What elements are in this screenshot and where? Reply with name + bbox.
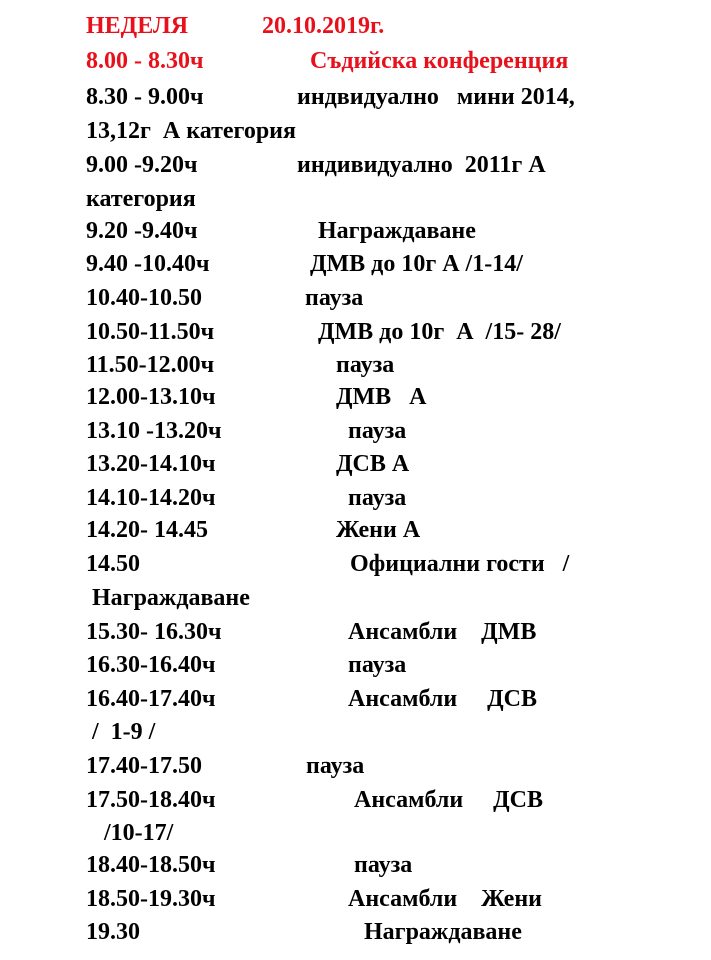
row-event: пауза — [305, 285, 364, 311]
row-time: 18.50-19.30ч — [86, 886, 216, 912]
row-time: 17.50-18.40ч — [86, 787, 216, 813]
row-event: Награждаване — [318, 218, 476, 244]
header-day: НЕДЕЛЯ — [86, 13, 189, 39]
row-event: Официални гости / — [350, 551, 570, 577]
header-time: 8.00 - 8.30ч — [86, 48, 204, 74]
row-event: пауза — [348, 418, 407, 444]
row-time: 10.50-11.50ч — [86, 319, 215, 345]
header-date: 20.10.2019г. — [262, 13, 385, 39]
row-event-continuation: категория — [86, 186, 196, 212]
row-time: 12.00-13.10ч — [86, 384, 216, 410]
row-event: ДСВ А — [336, 451, 410, 477]
row-event-continuation: 13,12г А категория — [86, 118, 296, 144]
row-time: 16.30-16.40ч — [86, 652, 216, 678]
row-time: 13.20-14.10ч — [86, 451, 216, 477]
row-time: 9.20 -9.40ч — [86, 218, 198, 244]
row-time: 15.30- 16.30ч — [86, 619, 222, 645]
row-event: ДМВ А — [336, 384, 427, 410]
row-event: Награждаване — [364, 919, 522, 945]
row-event-continuation: / 1-9 / — [92, 719, 156, 745]
row-time: 14.20- 14.45 — [86, 517, 208, 543]
row-time: 10.40-10.50 — [86, 285, 202, 311]
row-event: ДМВ до 10г А /1-14/ — [310, 251, 523, 277]
row-time: 19.30 — [86, 919, 140, 945]
row-event: пауза — [336, 352, 395, 378]
row-event: Ансамбли ДМВ — [348, 619, 537, 645]
row-time: 8.30 - 9.00ч — [86, 84, 204, 110]
row-event: пауза — [306, 753, 365, 779]
row-event: индивидуално 2011г А — [297, 152, 546, 178]
row-event: индвидуално мини 2014, — [297, 84, 575, 110]
row-event: ДМВ до 10г А /15- 28/ — [318, 319, 561, 345]
row-time: 17.40-17.50 — [86, 753, 202, 779]
row-event: Ансамбли ДСВ — [348, 686, 537, 712]
row-time: 14.50 — [86, 551, 140, 577]
row-time: 14.10-14.20ч — [86, 485, 216, 511]
header-event: Съдийска конференция — [310, 48, 569, 74]
row-time: 11.50-12.00ч — [86, 352, 215, 378]
row-time: 16.40-17.40ч — [86, 686, 216, 712]
row-time: 9.00 -9.20ч — [86, 152, 198, 178]
row-event: пауза — [348, 652, 407, 678]
row-event: Ансамбли Жени — [348, 886, 542, 912]
row-event-continuation: Награждаване — [92, 585, 250, 611]
row-time: 9.40 -10.40ч — [86, 251, 210, 277]
row-event: Ансамбли ДСВ — [354, 787, 543, 813]
row-time: 18.40-18.50ч — [86, 852, 216, 878]
row-event-continuation: /10-17/ — [104, 820, 174, 846]
row-event: пауза — [348, 485, 407, 511]
row-time: 13.10 -13.20ч — [86, 418, 222, 444]
row-event: пауза — [354, 852, 413, 878]
row-event: Жени А — [336, 517, 421, 543]
